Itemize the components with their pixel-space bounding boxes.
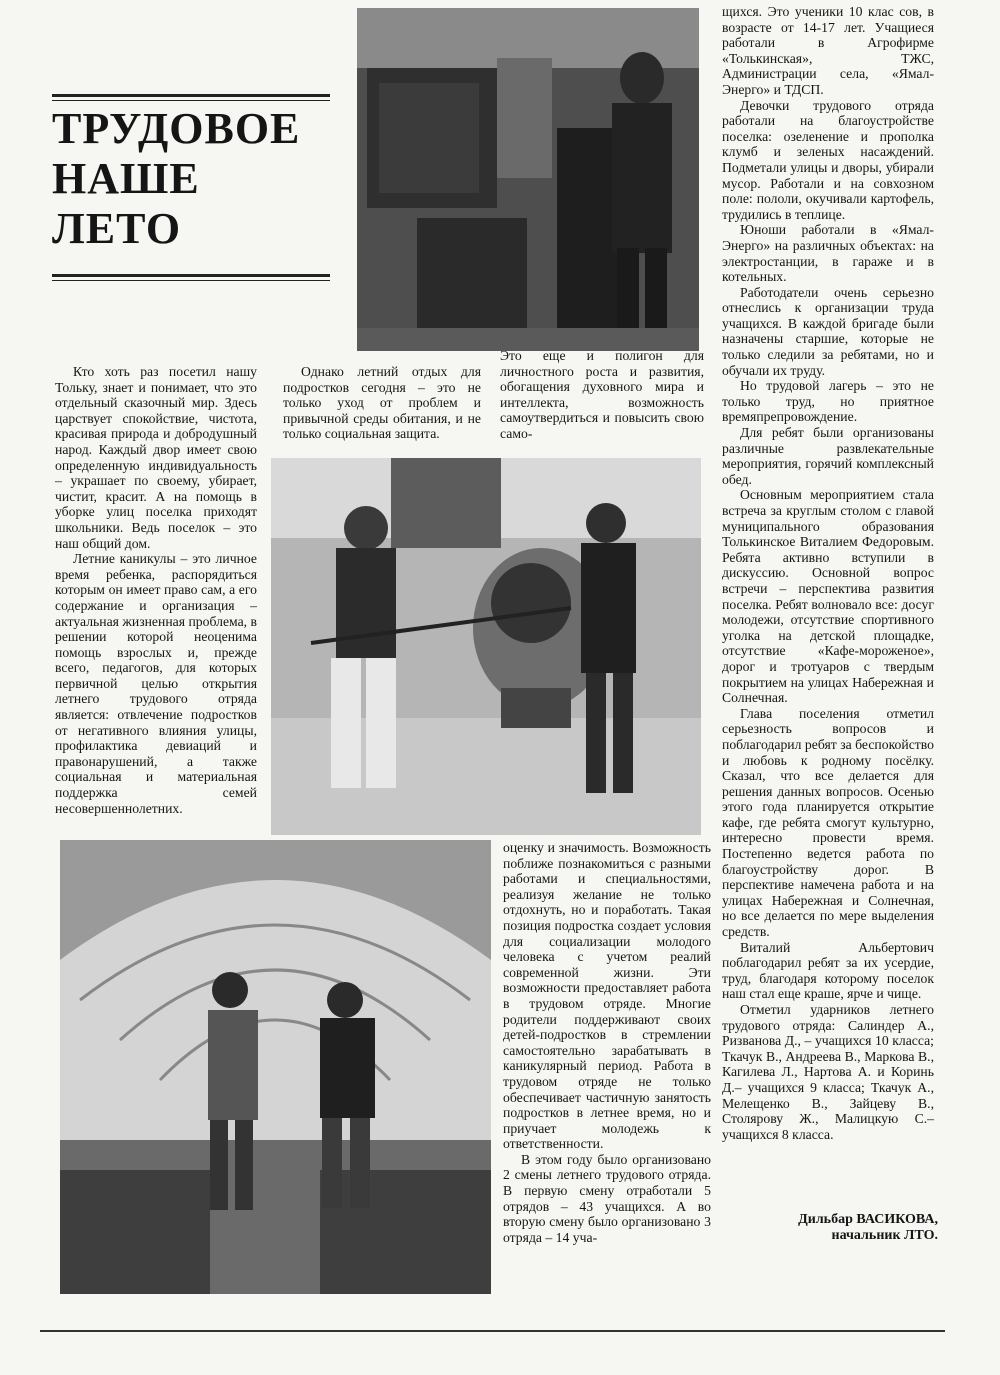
col4-paragraph-7: Основным мероприятием стала встреча за круглым столом с главой муниципального образования Толькинское Виталием Федоровым. Ребята активно вступили в дискуссию. Основной вопрос встречи – перспектива развития поселка. Ребят волновало все: досуг молодежи, отсутствие спортивного уголка на детской площадке, отсутствие «Кафе-мороженое», дорог и тротуаров с твердым покрытием на улицах Набережная и Солнечная. [722, 487, 934, 706]
title-rule-top [52, 94, 330, 101]
col3-paragraph-top: Это еще и полигон для личностного роста и развития, обогащения духовного мира и интеллекта, возможность самоутвердиться и повысить свою само- [500, 348, 704, 441]
title-line-1: ТРУДОВОЕ [52, 104, 301, 153]
col3-paragraph-2: В этом году было организовано 2 смены летнего трудового отряда. В первую смену отработали 5 отрядов – 43 учащихся. А во вторую смену было организовано 3 отряда – 14 уча- [503, 1151, 711, 1245]
title-line-3: ЛЕТО [52, 204, 182, 253]
col4-paragraph-8: Глава поселения отметил серьезность вопросов и поблагодарил ребят за беспокойство и любовь к родному посёлку. Сказал, что все делается для решения данных вопросов. Осенью этого года планируется открытие кафе, где ребята смогут культурно, интересно провести время. Постепенно ведется работа по благоустройству дорог. В перспективе намечена работа и на улицах Набережная и Солнечная, но все делается по мере выделения средств. [722, 705, 934, 940]
col4-paragraph-9: Виталий Альбертович поблагодарил ребят за их усердие, труд, благодаря которому поселок наш стал еще краше, ярче и чище. [722, 939, 934, 1002]
col1-paragraph-2: Летние каникулы – это личное время ребенка, распорядиться которым он имеет право сам, а его содержание и организация – актуальная жизненная проблема, в решении которой неоценима помощь взрослых и, прежде всего, педагогов, для которых первичной целью открытия летнего трудового отряда является: отвлечение подростков от негативного влияния улицы, профилактика девиаций и правонарушений, а также социальная и материальная поддержка семей несовершеннолетних. [55, 551, 257, 816]
photo-greenhouse [60, 840, 491, 1294]
column-1 [55, 364, 257, 816]
photo-workshop [357, 8, 699, 351]
article-title [52, 104, 342, 254]
col4-paragraph-5: Но трудовой лагерь – это не только труд, но приятное времяпрепровождение. [722, 378, 934, 425]
title-rule-bottom [52, 274, 330, 281]
col4-paragraph-6: Для ребят были организованы различные развлекательные мероприятия, горячий комплексный обед. [722, 425, 934, 487]
column-3-bottom [503, 840, 711, 1245]
column-2 [283, 364, 481, 442]
col1-paragraph-1: Кто хоть раз посетил нашу Тольку, знает и понимает, что это отдельный сказочный мир. Здесь царствует спокойствие, чистота, красивая природа и добродушный народ. Каждый двор имеет свою определенную индивидуальность – украшает по своему, убирает, чистит, красит. А на помощь в уборке улиц поселка приходят школьники. Ведь поселок – это наш общий дом. [55, 364, 257, 551]
title-line-2: НАШЕ [52, 154, 200, 203]
col4-paragraph-3: Юноши работали в «Ямал-Энерго» на различных объектах: на электростанции, в гараже и в котельных. [722, 222, 934, 285]
col4-paragraph-2: Девочки трудового отряда работали на благоустройстве поселка: озеленение и прополка клумб и зеленых насаждений. Подметали улицы и дворы, убирали мусор. Работали и на совхозном поле: пололи, окучивали картофель, трудились в теплице. [722, 97, 934, 222]
author-signature [698, 1212, 938, 1244]
col2-paragraph-1: Однако летний отдых для подростков сегодня – это не только уход от проблем и привычной среды обитания, и не только социальная защита. [283, 364, 481, 442]
col4-paragraph-4: Работодатели очень серьезно отнеслись к организации труда учащихся. В каждой бригаде были назначены старшие, которые не только следили за ребятами, но и обучали их труду. [722, 284, 934, 378]
col4-paragraph-10: Отметил ударников летнего трудового отряда: Салиндер А., Ризванова Д., – учащихся 10 класса; Ткачук В., Андреева В., Маркова В., Кагилева Л., Нартова А. и Коринь Д.– учащихся 9 класса; Ткачук А., Мелещенко В., Зайцеву В., Столярову Ж., Малицкую С.– учащихся 8 класса. [722, 1002, 934, 1142]
column-4 [722, 4, 934, 1142]
column-3-top [500, 348, 704, 442]
author-role: начальник ЛТО. [831, 1228, 938, 1243]
photo-mixer [271, 458, 701, 835]
col4-paragraph-1: щихся. Это ученики 10 клас сов, в возрасте от 14-17 лет. Учащиеся работали в Агрофирме «Толькинская», ТЖС, Администрации села, «Ямал-Энерго» и ТДСП. [722, 4, 934, 97]
col3-paragraph-1: оценку и значимость. Возможность поближе познакомиться с разными работами и специальностями, реализуя желание не только отдохнуть, но и поработать. Такая позиция подростка создает условия для социализации молодого человека с учетом реалий современной жизни. Эти возможности предоставляет работа в трудовом отряде. Многие родители поддерживают своих детей-подростков в стремлении самостоятельно зарабатывать в каникулярный период. Работа в трудовом отряде не только обеспечивает частичную занятость подростков в летнее время, но и приучает молодежь к ответственности. [503, 840, 711, 1152]
author-name: Дильбар ВАСИКОВА, [798, 1212, 938, 1227]
page-bottom-rule [40, 1330, 945, 1332]
